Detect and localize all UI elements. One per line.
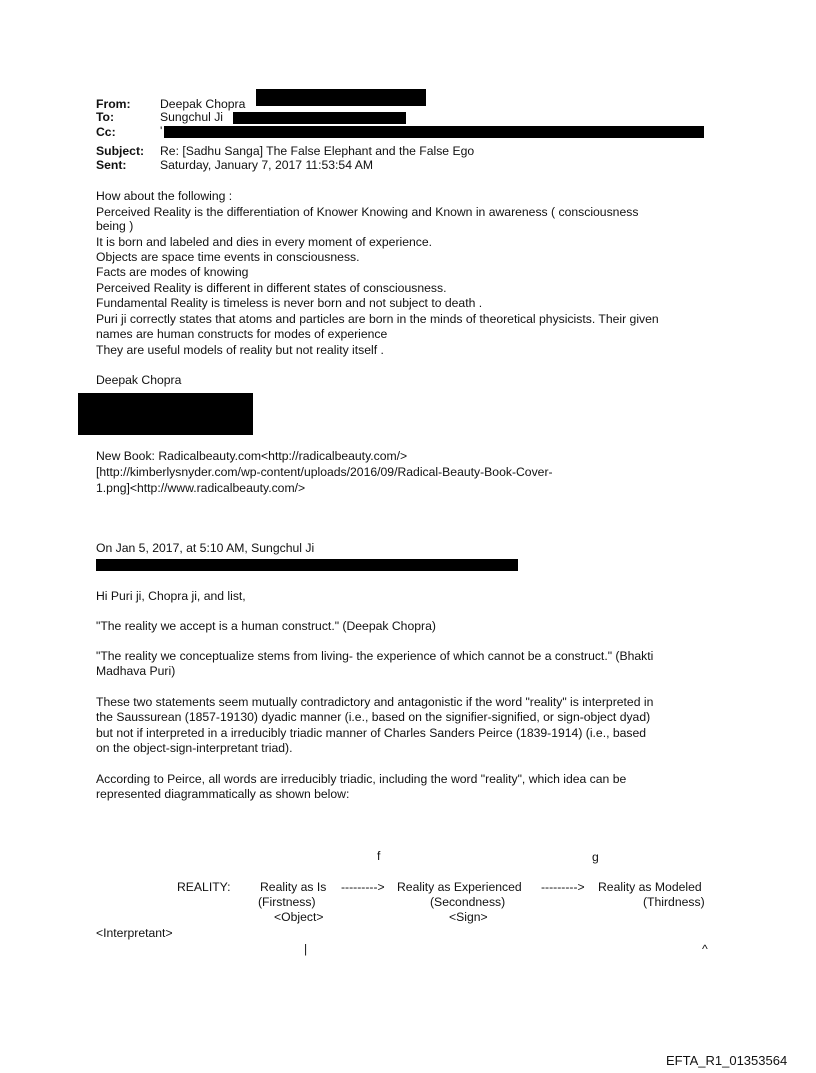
quote-chopra: "The reality we accept is a human construct." (Deepak Chopra) xyxy=(96,619,436,633)
book-line: 1.png]<http://www.radicalbeauty.com/> xyxy=(96,481,306,495)
paragraph-line: on the object-sign-interpretant triad). xyxy=(96,741,293,755)
redaction-from-email xyxy=(256,89,426,106)
paragraph-line: the Saussurean (1857-19130) dyadic manner (i.e., based on the signifier-signified, or sign-object dyad) xyxy=(96,710,651,724)
redaction-to-email xyxy=(233,112,406,124)
diagram-col3-sub: (Thirdness) xyxy=(643,895,705,909)
subject-label: Subject: xyxy=(96,144,145,158)
diagram-g-label: g xyxy=(592,850,599,864)
cc-label: Cc: xyxy=(96,125,116,139)
diagram-reality-label: REALITY: xyxy=(177,880,231,894)
body-line: They are useful models of reality but not reality itself . xyxy=(96,343,384,357)
quote-puri-line: Madhava Puri) xyxy=(96,664,176,678)
subject-value: Re: [Sadhu Sanga] The False Elephant and the False Ego xyxy=(160,144,475,158)
body-line: Perceived Reality is the differentiation of Knower Knowing and Known in awareness ( consciousness xyxy=(96,205,639,219)
redaction-signature-block xyxy=(78,393,253,435)
body-line: Fundamental Reality is timeless is never born and not subject to death . xyxy=(96,296,483,310)
body-line: Facts are modes of knowing xyxy=(96,265,249,279)
diagram-col1-title: Reality as Is xyxy=(260,880,327,894)
body-line: It is born and labeled and dies in every moment of experience. xyxy=(96,235,433,249)
quoted-intro: On Jan 5, 2017, at 5:10 AM, Sungchul Ji xyxy=(96,541,315,555)
signature: Deepak Chopra xyxy=(96,373,182,387)
diagram-col3-title: Reality as Modeled xyxy=(598,880,702,894)
book-line: [http://kimberlysnyder.com/wp-content/uploads/2016/09/Radical-Beauty-Book-Cover- xyxy=(96,465,553,479)
diagram-col2-title: Reality as Experienced xyxy=(397,880,522,894)
bates-number: EFTA_R1_01353564 xyxy=(666,1053,788,1068)
paragraph-line: These two statements seem mutually contradictory and antagonistic if the word "reality" is interpreted in xyxy=(96,695,654,709)
paragraph-line: but not if interpreted in a irreducibly triadic manner of Charles Sanders Peirce (1839-1914) (i.e., based xyxy=(96,726,647,740)
redaction-quoted-email xyxy=(96,559,518,571)
greeting: Hi Puri ji, Chopra ji, and list, xyxy=(96,589,246,603)
diagram-arrow-1: ---------> xyxy=(341,880,385,894)
body-line: How about the following : xyxy=(96,189,233,203)
diagram-col2-sub: (Secondness) xyxy=(430,895,506,909)
to-label: To: xyxy=(96,110,115,124)
diagram-f-label: f xyxy=(377,849,381,863)
body-line: being ) xyxy=(96,219,134,233)
diagram-caret: ^ xyxy=(702,942,708,956)
body-line: Puri ji correctly states that atoms and particles are born in the minds of theoretical physicists. Their given xyxy=(96,312,659,326)
cc-value: ' xyxy=(160,124,163,138)
diagram-arrow-2: ---------> xyxy=(541,880,585,894)
body-line: Objects are space time events in consciousness. xyxy=(96,250,360,264)
diagram-vertical-bar: | xyxy=(304,942,308,956)
redaction-cc-list xyxy=(164,126,704,138)
from-label: From: xyxy=(96,97,131,111)
sent-value: Saturday, January 7, 2017 11:53:54 AM xyxy=(160,158,373,172)
diagram-col2-role: <Sign> xyxy=(449,910,488,924)
diagram-col1-sub: (Firstness) xyxy=(258,895,316,909)
book-line: New Book: Radicalbeauty.com<http://radicalbeauty.com/> xyxy=(96,449,408,463)
diagram-col1-role: <Object> xyxy=(274,910,324,924)
body-line: Perceived Reality is different in different states of consciousness. xyxy=(96,281,447,295)
paragraph-line: represented diagrammatically as shown below: xyxy=(96,787,350,801)
to-value: Sungchul Ji xyxy=(160,110,224,124)
from-value: Deepak Chopra xyxy=(160,97,246,111)
body-line: names are human constructs for modes of experience xyxy=(96,327,388,341)
diagram-interpretant: <Interpretant> xyxy=(96,926,173,940)
paragraph-line: According to Peirce, all words are irreducibly triadic, including the word "reality", which idea can be xyxy=(96,772,627,786)
sent-label: Sent: xyxy=(96,158,127,172)
quote-puri-line: "The reality we conceptualize stems from living- the experience of which cannot be a construct." (Bhakti xyxy=(96,649,654,663)
